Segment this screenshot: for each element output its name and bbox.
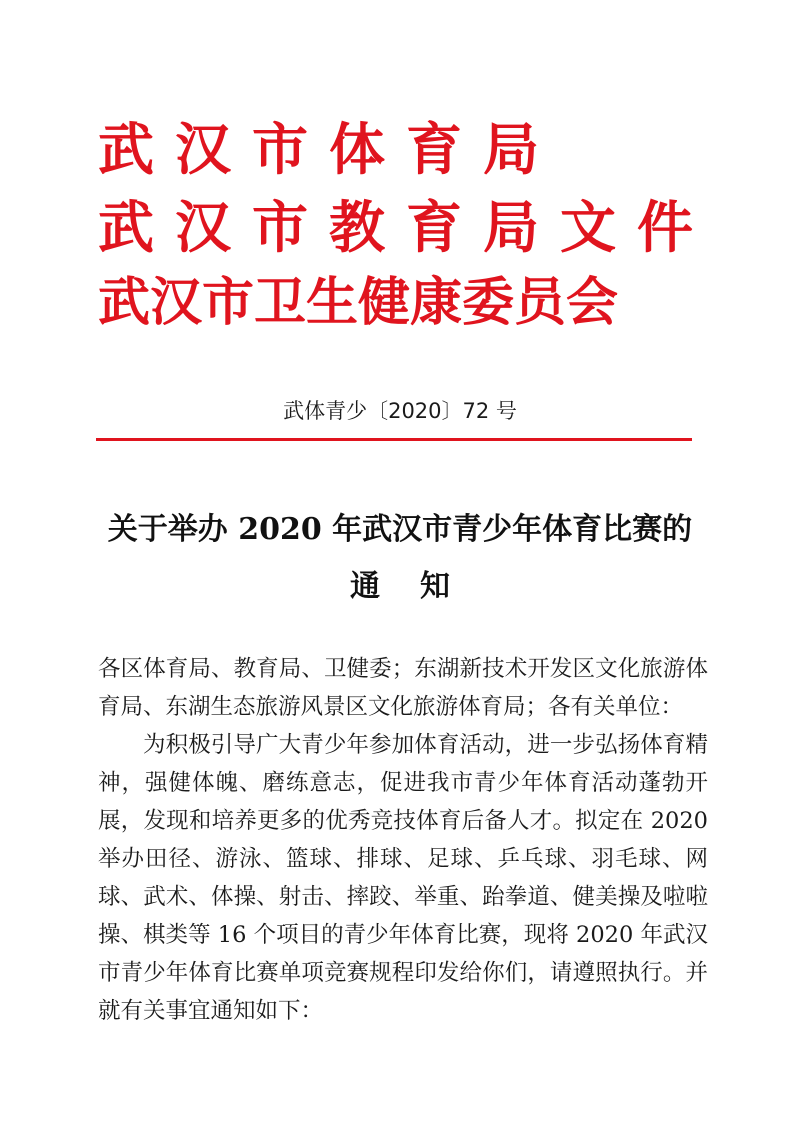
issuer-name-sports-bureau: 武汉市体育局: [98, 118, 560, 183]
body-paragraph-1-text: 为积极引导广大青少年参加体育活动，进一步弘扬体育精神，强健体魄、磨练意志，促进我市青少年体育活动蓬勃开展，发现和培养更多的优秀竞技体育后备人才。拟定在 2020 举办田径、游泳、篮球、排球、足球、乒乓球、羽毛球、网球、武术、体操、射击、摔跤、举重、跆拳道、健美操及啦啦操、棋类等 16 个项目的青少年体育比赛，现将 2020 年武汉市青少年体育比赛单项竞赛规程印发给你们，请遵照执行。并就有关事宜通知如下：: [98, 732, 708, 1024]
document-title-line-1: 关于举办 2020 年武汉市青少年体育比赛的: [107, 512, 693, 547]
salutation-text: 各区体育局、教育局、卫健委；东湖新技术开发区文化旅游体育局、东湖生态旅游风景区文化旅游体育局；各有关单位：: [98, 656, 708, 720]
issuer-name-education-bureau: 武汉市教育局文件: [98, 196, 714, 261]
body-paragraph-1: [98, 726, 708, 1030]
document-title-line-2: 通知: [350, 569, 490, 604]
red-divider-line: [96, 438, 692, 441]
salutation-paragraph: [98, 650, 708, 726]
document-number: 武体青少〔2020〕72 号: [283, 399, 517, 423]
issuer-name-health-commission: 武汉市卫生健康委员会: [98, 273, 619, 333]
